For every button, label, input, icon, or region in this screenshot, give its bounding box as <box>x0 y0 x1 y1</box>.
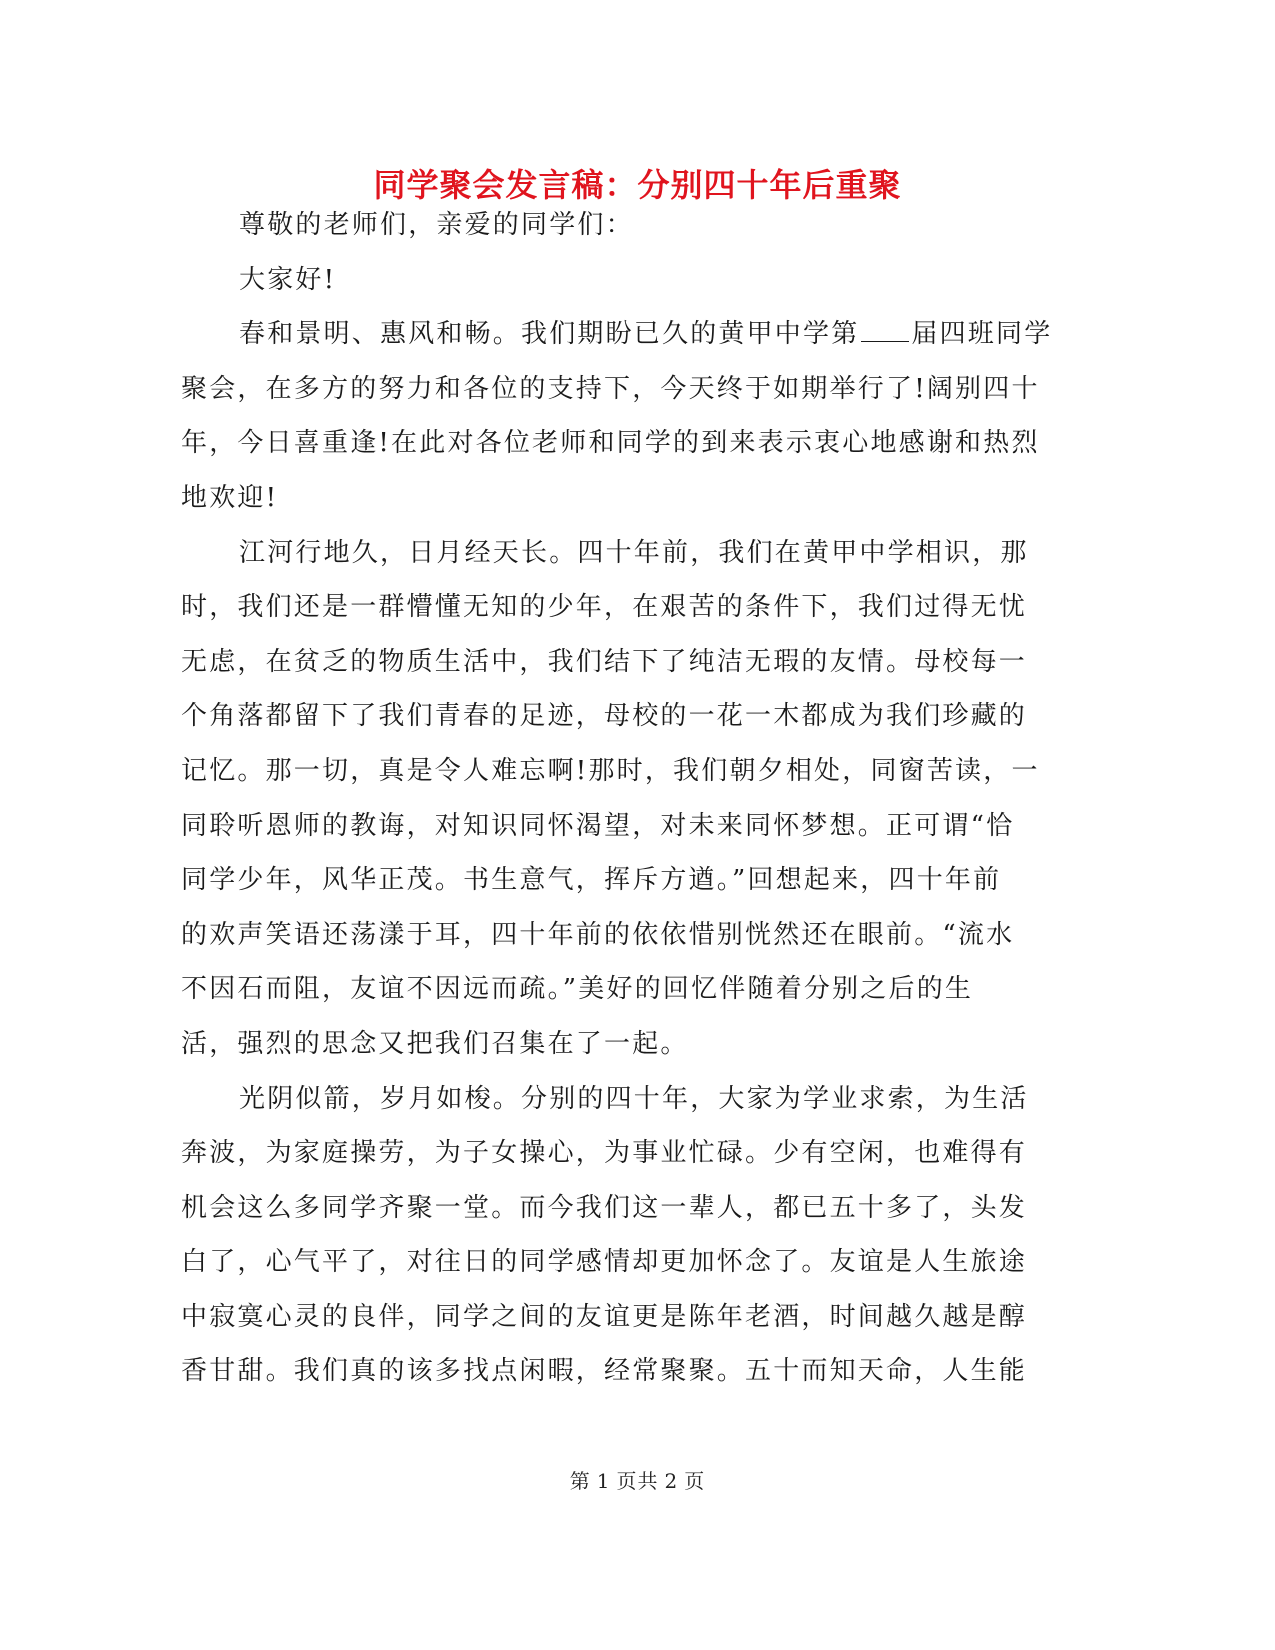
fill-in-blank <box>861 321 909 342</box>
paragraph-1-line-1 <box>181 307 1053 362</box>
document-title: 同学聚会发言稿：分别四十年后重聚 <box>373 166 902 205</box>
paragraph-2-line-2: 时，我们还是一群懵懂无知的少年，在艰苦的条件下，我们过得无忧 <box>181 592 1028 623</box>
paragraph-2-line-1: 江河行地久，日月经天长。四十年前，我们在黄甲中学相识，那 <box>239 537 1029 568</box>
footer-prefix: 第 <box>569 1469 591 1493</box>
paragraph-3-line-3: 机会这么多同学齐聚一堂。而今我们这一辈人，都已五十多了，头发 <box>181 1192 1028 1223</box>
paragraph-text: 届四班同学 <box>911 319 1053 350</box>
paragraph-2-line-8: 的欢声笑语还荡漾于耳，四十年前的依依惜别恍然还在眼前。“流水 <box>181 919 1015 950</box>
paragraph-2-line-10: 活，强烈的思念又把我们召集在了一起。 <box>181 1028 689 1059</box>
paragraph-2-line-3: 无虑，在贫乏的物质生活中，我们结下了纯洁无瑕的友情。母校每一 <box>181 646 1028 677</box>
footer-middle: 页共 <box>616 1469 659 1493</box>
paragraph-1-line-2: 聚会，在多方的努力和各位的支持下，今天终于如期举行了!阔别四十 <box>181 373 1040 404</box>
paragraph-2-line-6: 同聆听恩师的教诲，对知识同怀渴望，对未来同怀梦想。正可谓“恰 <box>181 810 1015 841</box>
paragraph-text: 春和景明、惠风和畅。我们期盼已久的黄甲中学第 <box>239 319 860 350</box>
paragraph-1-line-4: 地欢迎! <box>181 482 279 513</box>
paragraph-2-line-5: 记忆。那一切，真是令人难忘啊!那时，我们朝夕相处，同窗苦读，一 <box>181 755 1040 786</box>
greeting: 大家好! <box>239 264 337 295</box>
paragraph-3-line-1: 光阴似箭，岁月如梭。分别的四十年，大家为学业求索，为生活 <box>239 1083 1029 1114</box>
paragraph-3-line-4: 白了，心气平了，对往日的同学感情却更加怀念了。友谊是人生旅途 <box>181 1247 1028 1278</box>
paragraph-3-line-2: 奔波，为家庭操劳，为子女操心，为事业忙碌。少有空闲，也难得有 <box>181 1138 1028 1169</box>
paragraph-3-line-6: 香甘甜。我们真的该多找点闲暇，经常聚聚。五十而知天命，人生能 <box>181 1356 1028 1387</box>
total-pages-number: 2 <box>664 1469 679 1493</box>
current-page-number: 1 <box>596 1469 611 1493</box>
document-body <box>181 198 1053 1399</box>
footer-suffix: 页 <box>684 1469 706 1493</box>
page-number-footer <box>0 1466 1275 1496</box>
paragraph-1-line-3: 年，今日喜重逢!在此对各位老师和同学的到来表示衷心地感谢和热烈 <box>181 428 1040 459</box>
paragraph-2-line-7: 同学少年，风华正茂。书生意气，挥斥方遒。”回想起来，四十年前 <box>181 865 1002 896</box>
paragraph-3-line-5: 中寂寞心灵的良伴，同学之间的友谊更是陈年老酒，时间越久越是醇 <box>181 1301 1028 1332</box>
salutation: 尊敬的老师们，亲爱的同学们： <box>239 210 634 240</box>
paragraph-2-line-9: 不因石而阻，友谊不因远而疏。”美好的回忆伴随着分别之后的生 <box>181 974 974 1005</box>
paragraph-2-line-4: 个角落都留下了我们青春的足迹，母校的一花一木都成为我们珍藏的 <box>181 701 1028 732</box>
